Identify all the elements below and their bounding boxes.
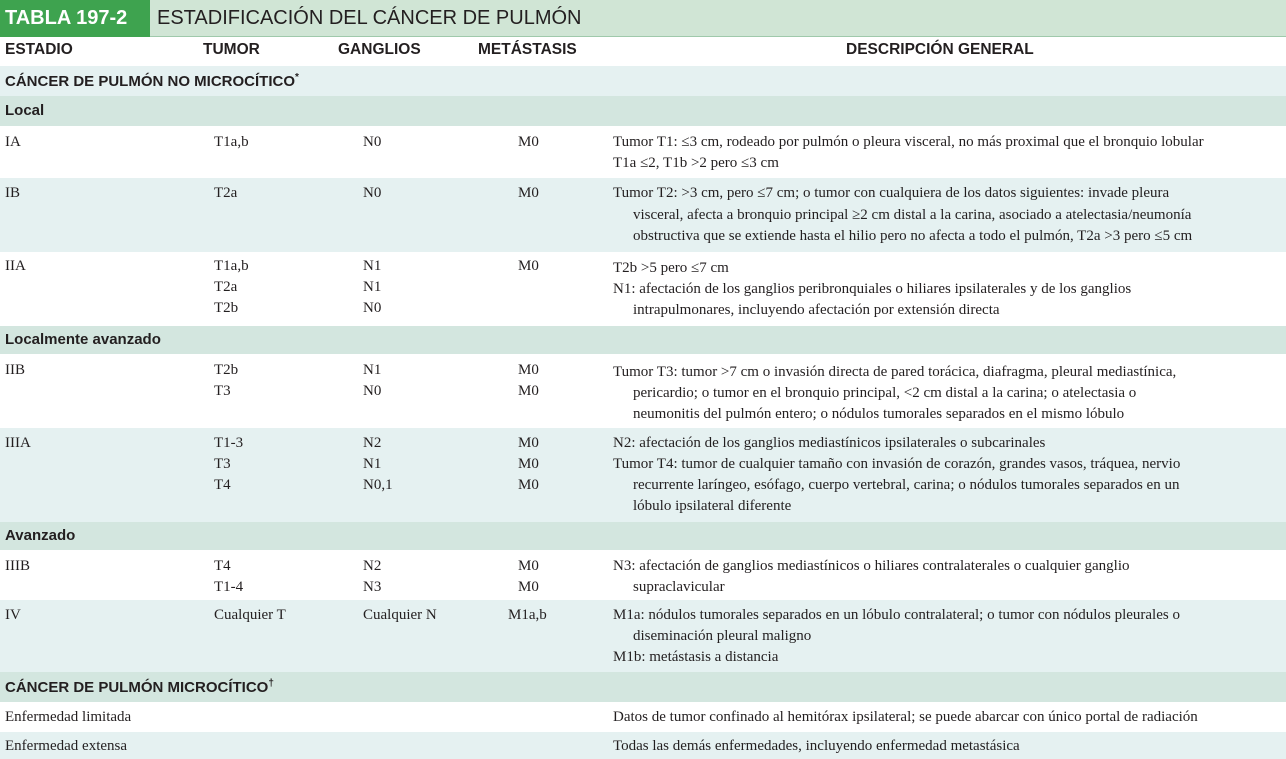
metastasis-cell: M0 <box>518 362 539 378</box>
description-line: Tumor T4: tumor de cualquier tamaño con invasión de corazón, grandes vasos, tráquea, nervio <box>613 456 1181 472</box>
nodes-cell: N1 <box>363 456 382 472</box>
nodes-cell: N0,1 <box>363 477 393 493</box>
tumor-cell: T4 <box>214 558 231 574</box>
metastasis-cell: M0 <box>518 185 539 201</box>
description-line: pericardio; o tumor en el bronquio principal, <2 cm distal a la carina; o atelectasia o <box>633 385 1137 401</box>
description-line: recurrente laríngeo, esófago, cuerpo vertebral, carina; o nódulos tumorales separados en un <box>633 477 1180 493</box>
nodes-cell: Cualquier N <box>363 607 437 623</box>
nodes-cell: N0 <box>363 134 382 150</box>
tumor-cell: T2a <box>214 279 238 295</box>
tumor-cell: T1-3 <box>214 435 244 451</box>
description-line: N3: afectación de ganglios mediastínicos o hiliares contralaterales o cualquier ganglio <box>613 558 1130 574</box>
description-line: lóbulo ipsilateral diferente <box>633 498 792 514</box>
description-line: N2: afectación de los ganglios mediastínicos ipsilaterales o subcarinales <box>613 435 1046 451</box>
description-line: Tumor T1: ≤3 cm, rodeado por pulmón o pleura visceral, no más proximal que el bronquio lobular <box>613 134 1204 150</box>
nodes-cell: N1 <box>363 279 382 295</box>
stage-cell: IB <box>5 185 20 201</box>
tumor-cell: T4 <box>214 477 231 493</box>
description-line: Tumor T2: >3 cm, pero ≤7 cm; o tumor con cualquiera de los datos siguientes: invade pleura <box>613 185 1170 201</box>
header-nodes: GANGLIOS <box>338 41 421 58</box>
header-description: DESCRIPCIÓN GENERAL <box>846 41 1034 58</box>
tumor-cell: Cualquier T <box>214 607 286 623</box>
metastasis-cell: M0 <box>518 558 539 574</box>
tumor-cell: T1a,b <box>214 134 249 150</box>
tumor-cell: T1-4 <box>214 579 244 595</box>
description-line: M1a: nódulos tumorales separados en un lóbulo contralateral; o tumor con nódulos pleurales o <box>613 607 1180 623</box>
metastasis-cell: M0 <box>518 258 539 274</box>
nodes-cell: N0 <box>363 300 382 316</box>
nodes-cell: N3 <box>363 579 382 595</box>
footnote-mark: † <box>268 678 274 689</box>
description-line: supraclavicular <box>633 579 725 595</box>
metastasis-cell: M0 <box>518 456 539 472</box>
stage-cell: Enfermedad limitada <box>5 709 132 725</box>
subsection-row-local-advanced <box>0 326 1286 354</box>
description-line: Todas las demás enfermedades, incluyendo enfermedad metastásica <box>613 738 1020 754</box>
description-line: visceral, afecta a bronquio principal ≥2 cm distal a la carina, asociado a atelectasia/neumonía <box>633 207 1192 223</box>
description-line: T1a ≤2, T1b >2 pero ≤3 cm <box>613 155 779 171</box>
header-metastasis: METÁSTASIS <box>478 41 577 58</box>
section-title-sclc: CÁNCER DE PULMÓN MICROCÍTICO† <box>5 678 274 696</box>
nodes-cell: N2 <box>363 558 382 574</box>
description-line: M1b: metástasis a distancia <box>613 649 779 665</box>
tumor-cell: T3 <box>214 383 231 399</box>
subsection-title-local: Local <box>5 102 45 119</box>
subsection-title-local-advanced: Localmente avanzado <box>5 331 161 348</box>
table-title-bar <box>0 0 1286 37</box>
stage-cell: IIIA <box>5 435 31 451</box>
metastasis-cell: M0 <box>518 435 539 451</box>
description-line: intrapulmonares, incluyendo afectación por extensión directa <box>633 302 1000 318</box>
description-line: Tumor T3: tumor >7 cm o invasión directa de pared torácica, diafragma, pleural mediastínica, <box>613 364 1177 380</box>
tumor-cell: T2a <box>214 185 238 201</box>
header-tumor: TUMOR <box>203 41 260 58</box>
nodes-cell: N2 <box>363 435 382 451</box>
stage-cell: Enfermedad extensa <box>5 738 128 754</box>
stage-cell: IIA <box>5 258 26 274</box>
stage-cell: IA <box>5 134 21 150</box>
description-line: obstructiva que se extiende hasta el hilio pero no afecta a todo el pulmón, T2a >3 pero ≤5 cm <box>633 228 1193 244</box>
description-line: neumonitis del pulmón entero; o nódulos tumorales separados en el mismo lóbulo <box>633 406 1125 422</box>
table-title: ESTADIFICACIÓN DEL CÁNCER DE PULMÓN <box>157 7 582 29</box>
description-line: T2b >5 pero ≤7 cm <box>613 260 729 276</box>
stage-cell: IIIB <box>5 558 30 574</box>
table-header-row <box>0 38 1286 66</box>
metastasis-cell: M0 <box>518 579 539 595</box>
tumor-cell: T1a,b <box>214 258 249 274</box>
description-line: Datos de tumor confinado al hemitórax ipsilateral; se puede abarcar con único portal de radiación <box>613 709 1198 725</box>
metastasis-cell: M0 <box>518 477 539 493</box>
nodes-cell: N0 <box>363 185 382 201</box>
nodes-cell: N1 <box>363 362 382 378</box>
nodes-cell: N1 <box>363 258 382 274</box>
stage-cell: IV <box>5 607 21 623</box>
metastasis-cell: M0 <box>518 383 539 399</box>
table-number-label: TABLA 197-2 <box>0 0 150 37</box>
tumor-cell: T3 <box>214 456 231 472</box>
subsection-row-advanced <box>0 522 1286 550</box>
section-title-nsclc: CÁNCER DE PULMÓN NO MICROCÍTICO* <box>5 72 299 90</box>
metastasis-cell: M1a,b <box>508 607 547 623</box>
metastasis-cell: M0 <box>518 134 539 150</box>
subsection-title-advanced: Avanzado <box>5 527 76 544</box>
tumor-cell: T2b <box>214 300 239 316</box>
header-stage: ESTADIO <box>5 41 73 58</box>
nodes-cell: N0 <box>363 383 382 399</box>
footnote-mark: * <box>295 72 299 83</box>
subsection-row-local <box>0 96 1286 126</box>
tumor-cell: T2b <box>214 362 239 378</box>
stage-cell: IIB <box>5 362 25 378</box>
description-line: N1: afectación de los ganglios peribronquiales o hiliares ipsilaterales y de los ganglios <box>613 281 1132 297</box>
description-line: diseminación pleural maligno <box>633 628 812 644</box>
